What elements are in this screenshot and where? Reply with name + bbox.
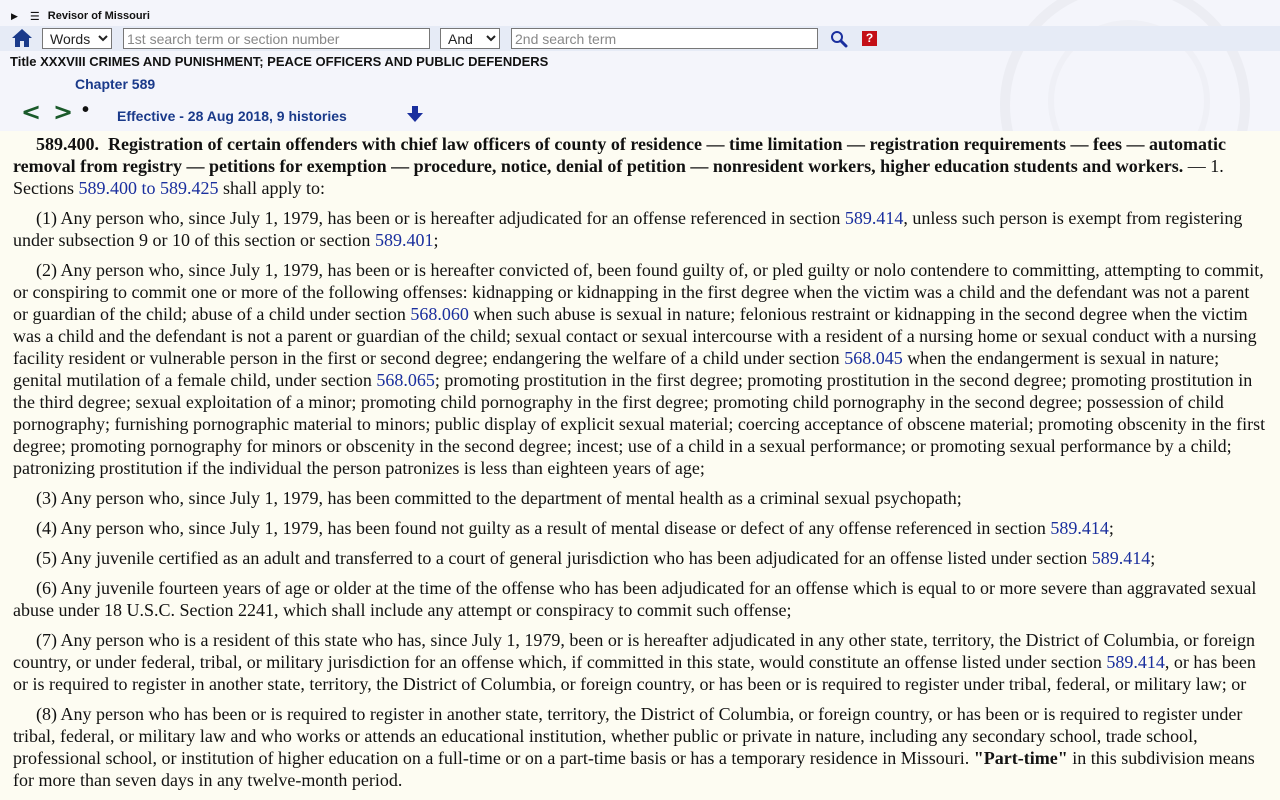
paragraph-text: (5) Any juvenile certified as an adult and transferred to a court of general jurisdiction who has been adjudicated for an offense listed under section bbox=[36, 548, 1092, 568]
subdivision-3: (3) Any person who, since July 1, 1979, has been committed to the department of mental health as a criminal sexual psychopath; bbox=[36, 488, 962, 508]
previous-section-button[interactable]: < bbox=[21, 98, 42, 126]
subdivision-6: (6) Any juvenile fourteen years of age or older at the time of the offense who has been adjudicated for an offense which is equal to or more severe than aggravated sexual abuse under 18 U.S.C. Section 2241, which shall include any attempt or conspiracy to commit such offense; bbox=[13, 578, 1257, 620]
section-link-568-065[interactable]: 568.065 bbox=[376, 370, 435, 390]
intro-text: — 1. Sections bbox=[13, 156, 1224, 198]
section-link-589-401[interactable]: 589.401 bbox=[374, 230, 434, 250]
paragraph-text: , unless such person is exempt from registering under subsection 9 or 10 of this section or section bbox=[13, 208, 1243, 250]
subdivision-2 bbox=[0, 259, 1280, 479]
subdivision-7 bbox=[0, 629, 1280, 695]
search-bar bbox=[0, 26, 1280, 51]
next-section-button[interactable]: > bbox=[53, 98, 74, 126]
help-button[interactable]: ? bbox=[862, 31, 877, 46]
hamburger-icon[interactable]: ☰ bbox=[29, 10, 40, 23]
arrow-down-icon[interactable] bbox=[406, 105, 424, 123]
section-link-589-414[interactable]: 589.414 bbox=[1050, 518, 1109, 538]
paragraph-text: (8) Any person who has been or is required to register in another state, territory, the District of Columbia, or foreign country, or has been or is required to register under tribal, federal, or military law and who works or attends an educational institution, whether public or private in nature, including any secondary school, trade school, professional school, or institution of higher education on a full-time or on a part-time basis or has a temporary residence in Missouri. bbox=[13, 704, 1243, 768]
page-header bbox=[0, 0, 1280, 131]
top-bar bbox=[0, 7, 150, 25]
site-name: Revisor of Missouri bbox=[47, 10, 150, 22]
defined-term: "Part-time" bbox=[973, 748, 1068, 768]
subdivision-4 bbox=[0, 517, 1280, 539]
section-link-568-060[interactable]: 568.060 bbox=[410, 304, 469, 324]
paragraph-text: (4) Any person who, since July 1, 1979, has been found not guilty as a result of mental disease or defect of any offense referenced in section bbox=[36, 518, 1051, 538]
section-link-589-414[interactable]: 589.414 bbox=[844, 208, 904, 228]
subdivision-8 bbox=[0, 703, 1280, 791]
intro-text-end: shall apply to: bbox=[218, 178, 326, 198]
paragraph-text: when such abuse is sexual in nature; felonious restraint or kidnapping in the second degree when the victim was a child and the defendant is not a parent or guardian of the child; sexual contact or sexual intercourse with a resident of a nursing home or sexual conduct with a nursing facility resident or vulnerable person in the first or second degree; endangering the welfare of a child under section bbox=[13, 304, 1257, 368]
paragraph-text: (2) Any person who, since July 1, 1979, has been or is hereafter convicted of, been found guilty of, or pled guilty or nolo contendere to committing, attempting to commit, or conspiring to commit one or more of the following offenses: kidnapping or kidnapping in the first degree when the victim was a child and the defendant was not a parent or guardian of the child; abuse of a child under section bbox=[13, 260, 1264, 324]
section-heading bbox=[0, 131, 1280, 199]
search-operator-select[interactable] bbox=[440, 28, 500, 49]
subdivision-1 bbox=[0, 207, 1280, 251]
second-search-term-input[interactable] bbox=[511, 28, 818, 49]
search-mode-select[interactable] bbox=[42, 28, 112, 49]
section-title: Registration of certain offenders with chief law officers of county of residence — time limitation — registration requirements — fees — automatic removal from registry — petitions for exemption — procedure, notice, denial of petition — nonresident workers, higher education students and workers. bbox=[13, 134, 1226, 176]
section-link-589-414[interactable]: 589.414 bbox=[1106, 652, 1165, 672]
first-search-term-input[interactable] bbox=[123, 28, 430, 49]
section-range-link[interactable]: 589.400 to 589.425 bbox=[78, 178, 219, 198]
home-icon[interactable] bbox=[11, 27, 33, 49]
paragraph-text: ; promoting prostitution in the first degree; promoting prostitution in the second degree; promoting prostitution in the third degree; sexual exploitation of a minor; promoting child pornography in the first degree; promoting child pornography in the second degree; possession of child pornography; furnishing pornographic material to minors; public display of explicit sexual material; coercing acceptance of obscene material; promoting obscenity in the first degree; promoting pornography for minors or obscenity in the second degree; incest; use of a child in a sexual performance; or promoting sexual performance by a child; patronizing prostitution if the individual the person patronizes is less than eighteen years of age; bbox=[13, 370, 1266, 478]
paragraph-text: , or has been or is required to register in another state, territory, the District of Columbia, or foreign country, or has been or is required to register under tribal, federal, or military law; or bbox=[13, 652, 1256, 694]
statute-content bbox=[0, 131, 1280, 800]
paragraph-text: (1) Any person who, since July 1, 1979, has been or is hereafter adjudicated for an offense referenced in section bbox=[36, 208, 845, 228]
effective-date-link[interactable]: Effective - 28 Aug 2018, 9 histories bbox=[117, 108, 347, 124]
paragraph-text: ; bbox=[1108, 518, 1114, 538]
section-number: 589.400. bbox=[36, 134, 99, 154]
current-section-dot[interactable]: • bbox=[82, 99, 90, 121]
paragraph-text: ; bbox=[433, 230, 439, 250]
triangle-right-icon[interactable]: ▶ bbox=[11, 10, 18, 21]
chapter-link[interactable]: Chapter 589 bbox=[75, 76, 156, 92]
section-link-589-414[interactable]: 589.414 bbox=[1091, 548, 1151, 568]
section-link-568-045[interactable]: 568.045 bbox=[844, 348, 903, 368]
paragraph-text: in this subdivision means for more than seven days in any twelve-month period. bbox=[13, 748, 1255, 790]
paragraph-text: when the endangerment is sexual in nature; genital mutilation of a female child, under section bbox=[13, 348, 1220, 390]
title-heading: Title XXXVIII CRIMES AND PUNISHMENT; PEACE OFFICERS AND PUBLIC DEFENDERS bbox=[10, 54, 549, 69]
paragraph-text: ; bbox=[1150, 548, 1156, 568]
paragraph-text: (7) Any person who is a resident of this state who has, since July 1, 1979, been or is hereafter adjudicated in any other state, territory, the District of Columbia, or foreign country, or under federal, tribal, or military jurisdiction for an offense which, if committed in this state, would constitute an offense listed under section bbox=[13, 630, 1256, 672]
search-icon[interactable] bbox=[830, 30, 848, 48]
subdivision-5 bbox=[0, 547, 1280, 569]
